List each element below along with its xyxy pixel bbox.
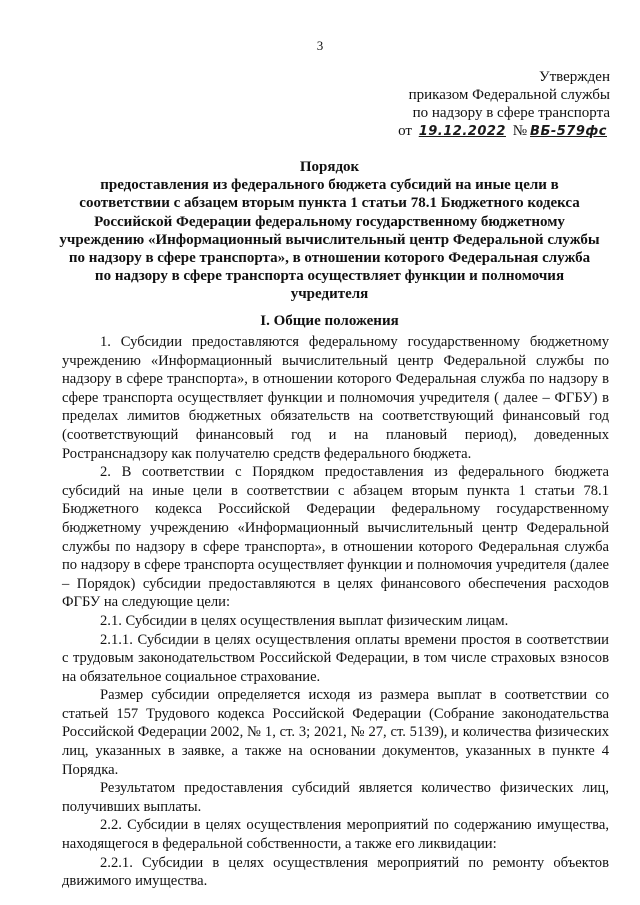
order-date-number bbox=[370, 122, 610, 141]
title-line: соответствии с абзацем вторым пункта 1 статьи 78.1 Бюджетного кодекса bbox=[79, 195, 580, 212]
approval-line-3: по надзору в сфере транспорта bbox=[412, 105, 610, 121]
title-heading: Порядок bbox=[299, 159, 360, 175]
document-title bbox=[52, 158, 607, 304]
handwritten-date: 19.12.2022 bbox=[418, 124, 506, 139]
approval-block bbox=[370, 68, 610, 141]
page-number: 3 bbox=[316, 38, 324, 53]
paragraph-result: Результатом предоставления субсидий является количество физических лиц, получивших выплаты. bbox=[62, 780, 609, 815]
title-line: учредителя bbox=[290, 286, 369, 303]
paragraph-subsidy-size: Размер субсидии определяется исходя из размера выплат в соответствии со статьей 157 Трудового кодекса Российской Федерации (Собрание законодательства Российской Федерации 2002, № 1, ст. 3; 2021, № 27, ст. 5139), и количества физических лиц, указанных в заявке, а также на основании документов, указанных в пункте 4 Порядка. bbox=[62, 687, 609, 778]
paragraph-2-2: 2.2. Субсидии в целях осуществления мероприятий по содержанию имущества, находящегося в федеральной собственности, а также его ликвидации: bbox=[62, 817, 609, 853]
paragraph-1: 1. Субсидии предоставляются федеральному государственному бюджетному учреждению «Информационный вычислительный центр Федеральной службы по надзору в сфере транспорта», в отношении которого Федеральная служба по надзору в сфере транспорта осуществляет функции и полномочия учредителя ( далее – ФГБУ) в пределах лимитов бюджетных обязательств на соответствующий финансовый год (соответствующий финансовый год и на плановый период), доведенных Ространснадзору как получателю средств федерального бюджета. bbox=[62, 334, 609, 462]
paragraph-2-2-1: 2.2.1. Субсидии в целях осуществления мероприятий по ремонту объектов движимого имущества. bbox=[62, 854, 609, 890]
paragraph-2-1: 2.1. Субсидии в целях осуществления выплат физическим лицам. bbox=[100, 612, 509, 629]
approval-line-1: Утвержден bbox=[538, 69, 610, 85]
title-line: предоставления из федерального бюджета субсидий на иные цели в bbox=[100, 177, 559, 194]
title-line: по надзору в сфере транспорта осуществляет функции и полномочия bbox=[94, 268, 565, 285]
from-label: от bbox=[398, 123, 412, 139]
number-label: № bbox=[512, 123, 528, 139]
title-line: по надзору в сфере транспорта», в отношении которого Федеральная служба bbox=[68, 250, 591, 267]
title-line: Российской Федерации федеральному государственному бюджетному bbox=[94, 213, 565, 230]
handwritten-number: ВБ-579фс bbox=[530, 124, 607, 139]
document-body bbox=[62, 333, 609, 891]
approval-line-2: приказом Федеральной службы bbox=[408, 87, 610, 103]
paragraph-2: 2. В соответствии с Порядком предоставления из федерального бюджета субсидий на иные цели в соответствии с абзацем вторым пункта 1 статьи 78.1 Бюджетного кодекса Российской Федерации федеральному государственному бюджетному учреждению «Информационный вычислительный центр Федеральной службы по надзору в сфере транспорта», в отношении которого Федеральная служба по надзору в сфере транспорта осуществляет функции и полномочия учредителя (далее – Порядок) субсидии предоставляются в целях финансового обеспечения расходов ФГБУ на следующие цели: bbox=[62, 464, 609, 611]
title-line: учреждению «Информационный вычислительный центр Федеральной службы bbox=[59, 231, 600, 248]
section-heading: I. Общие положения bbox=[260, 313, 399, 329]
paragraph-2-1-1: 2.1.1. Субсидии в целях осуществления оплаты времени простоя в соответствии с трудовым законодательством Российской Федерации, в том числе страховых взносов на обязательное социальное страхование. bbox=[62, 631, 609, 685]
